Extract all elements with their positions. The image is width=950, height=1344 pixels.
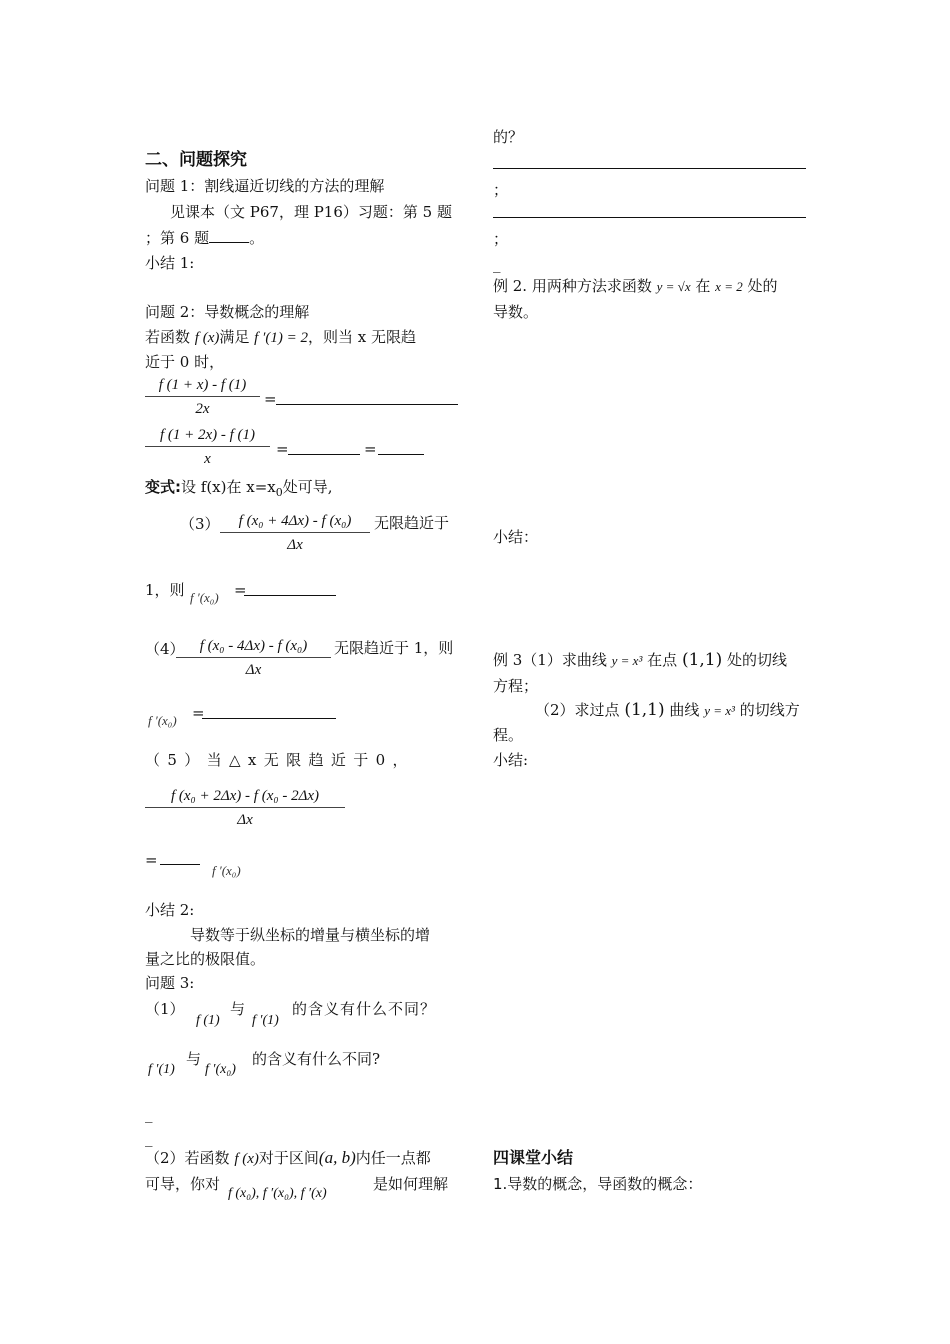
q3-2-c: 内任一点都 — [355, 1149, 431, 1167]
ex3-2-c: 的切线方 — [739, 701, 800, 719]
q3-2-a: （2）若函数 — [145, 1149, 230, 1167]
left-dash-1: _ — [145, 1105, 153, 1123]
q3-2-line2: 可导，你对 — [145, 1175, 221, 1193]
q1-text: 见课本（文 P67，理 P16）习题：第 5 题 — [170, 203, 452, 221]
variant-label: 变式: — [145, 478, 181, 496]
q3-diff: 的含义有什么不同？ — [292, 1000, 437, 1018]
ex3-line1 — [493, 650, 787, 671]
right-de: 的？ — [493, 128, 524, 146]
fraction-1 — [145, 377, 260, 418]
q3-2-fx: f (x) — [234, 1151, 259, 1167]
q3-yu2: 与 — [186, 1050, 202, 1068]
ex2-pt: x = 2 — [715, 279, 743, 294]
fraction-2-denominator: x — [204, 451, 211, 467]
q3-title: 问题 3: — [145, 974, 195, 992]
fraction-1-equals: = — [264, 390, 277, 408]
ex3-curve: y = x³ — [611, 653, 643, 668]
ex3-a: 例 3（1）求曲线 — [493, 651, 607, 669]
item5-fprime: f ′(x₀) — [212, 863, 241, 878]
right-summary-2: 小结: — [493, 751, 529, 769]
q2-text-a: 若函数 — [145, 328, 191, 346]
q3-2-line1 — [145, 1148, 431, 1169]
q2-text-c: ，则当 x 无限趋 — [307, 328, 416, 346]
summary-2: 小结 2: — [145, 901, 195, 919]
fraction-2-equals: = — [276, 440, 289, 458]
item3-label: （3） — [180, 515, 220, 533]
fraction-4-numerator: f (x₀ - 4Δx) - f (x₀) — [176, 638, 331, 658]
item5-equals: = — [145, 851, 158, 869]
q2-text-b: 满足 — [219, 328, 250, 346]
item5-blank — [160, 864, 200, 865]
fraction-4-denominator: Δx — [245, 662, 262, 678]
right-semi-1: ； — [493, 181, 509, 199]
q1-text2 — [145, 228, 264, 248]
ex2-b: 在 — [695, 277, 711, 295]
fraction-5-numerator: f (x₀ + 2Δx) - f (x₀ - 2Δx) — [145, 788, 345, 808]
right-rule-2 — [493, 217, 806, 218]
item3-fprime: f ′(x₀) — [190, 590, 219, 605]
ex3-2-a: （2）求过点 — [535, 701, 620, 719]
variant-text: 设 f(x)在 x=x — [181, 478, 276, 496]
q2-title: 问题 2：导数概念的理解 — [145, 303, 310, 321]
fraction-5 — [145, 788, 345, 829]
ex2-line1 — [493, 276, 778, 297]
q3-diff2: 的含义有什么不同? — [252, 1050, 381, 1068]
fraction-2 — [145, 427, 270, 468]
fraction-5-denominator: Δx — [237, 812, 253, 828]
q3-f1: f (1) — [196, 1013, 220, 1028]
variant-end: 处可导, — [282, 478, 333, 496]
item3-blank — [244, 595, 336, 596]
q1-text2-label: ；第 6 题 — [145, 229, 210, 247]
ex2-c: 处的 — [747, 277, 778, 295]
q2-line2: 近于 0 时， — [145, 353, 225, 371]
right-semi-2: ； — [493, 230, 509, 248]
ex2-func: y = √x — [656, 279, 691, 294]
q3-yu: 与 — [230, 1000, 246, 1018]
summary-2-text2: 量之比的极限值。 — [145, 950, 266, 968]
fraction-1-blank — [276, 404, 458, 405]
q3-2-b: 对于区间 — [258, 1149, 319, 1167]
fraction-2-equals-2: = — [364, 440, 377, 458]
fraction-2-blank-2 — [378, 454, 424, 455]
ex3-2-line1 — [535, 700, 800, 721]
item3-equals: = — [234, 581, 247, 599]
right-summary-1: 小结： — [493, 528, 539, 546]
item4-fprime: f ′(x₀) — [148, 713, 177, 728]
ex3-2-line2: 程。 — [493, 726, 524, 744]
q3-2-ab: (a, b) — [318, 1148, 356, 1167]
right-rule-1 — [493, 168, 806, 169]
item3-line2: 1，则 — [145, 581, 185, 599]
left-dash-2: _ — [145, 1129, 153, 1147]
section-title-2: 二、问题探究 — [145, 150, 247, 170]
item4-blank — [202, 718, 336, 719]
summary-1: 小结 1: — [145, 254, 195, 272]
q3-2-list: f (x₀), f ′(x₀), f ′(x) — [228, 1186, 327, 1201]
item4-equals: = — [192, 704, 205, 722]
ex3-line2: 方程； — [493, 677, 539, 695]
fraction-3-denominator: Δx — [287, 537, 303, 553]
ex3-2-b: 曲线 — [669, 701, 700, 719]
ex3-pt: (1,1) — [681, 650, 723, 670]
ex3-b: 在点 — [647, 651, 678, 669]
variant-subscript: 0 — [275, 486, 283, 499]
fraction-3-numerator: f (x₀ + 4Δx) - f (x₀) — [220, 513, 370, 533]
item5-text: （ 5 ） 当 △ x 无 限 趋 近 于 0 ， — [145, 751, 409, 769]
fraction-3 — [220, 513, 370, 554]
item4-text: 无限趋近于 1，则 — [334, 639, 454, 657]
q2-cond: f ′(1) = 2 — [254, 330, 308, 346]
q1-title: 问题 1：割线逼近切线的方法的理解 — [145, 177, 385, 195]
summary-2-text1: 导数等于纵坐标的增量与横坐标的增 — [190, 926, 431, 944]
q1-end: 。 — [249, 229, 265, 247]
fraction-1-denominator: 2x — [195, 401, 210, 417]
ex2-line2: 导数。 — [493, 303, 539, 321]
fraction-4 — [176, 638, 331, 679]
q1-blank — [209, 228, 249, 243]
fraction-2-blank-1 — [288, 454, 360, 455]
q3-fp1: f ′(1) — [252, 1013, 279, 1028]
ex3-2-pt: (1,1) — [624, 700, 665, 720]
section-4-item-1: 1.导数的概念，导函数的概念： — [493, 1175, 703, 1193]
item3-text: 无限趋近于 — [374, 514, 450, 532]
section-4-title: 四课堂小结 — [493, 1148, 574, 1167]
ex3-c: 处的切线 — [727, 651, 788, 669]
right-dash: _ — [493, 255, 501, 273]
q3-fpx0: f ′(x₀) — [205, 1062, 236, 1077]
ex3-2-curve: y = x³ — [704, 703, 735, 718]
q2-fx: f (x) — [194, 330, 220, 346]
ex2-a: 例 2. 用两种方法求函数 — [493, 277, 652, 295]
fraction-1-numerator: f (1 + x) - f (1) — [145, 377, 260, 397]
q3-1-label: （1） — [145, 1000, 185, 1018]
q3-fp1b: f ′(1) — [148, 1062, 175, 1077]
q2-line1 — [145, 327, 416, 348]
q3-2-end: 是如何理解 — [373, 1175, 449, 1193]
fraction-2-numerator: f (1 + 2x) - f (1) — [145, 427, 270, 447]
item4-label: （4） — [145, 640, 185, 658]
variant-line — [145, 477, 333, 503]
